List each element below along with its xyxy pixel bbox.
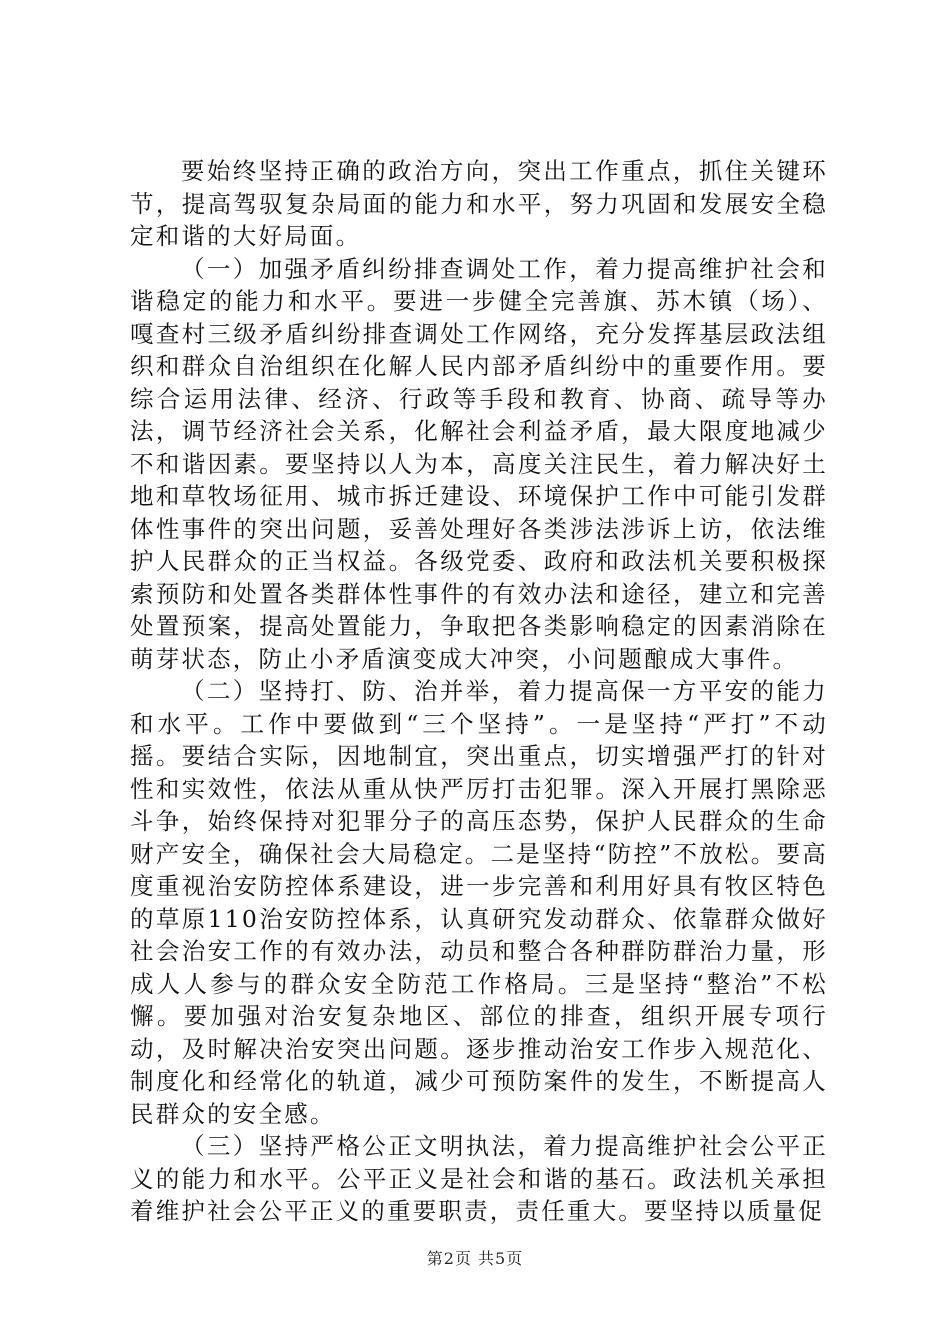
paragraph-section-three: （三）坚持严格公正文明执法，着力提高维护社会公平正义的能力和水平。公平正义是社会和谐的基石。政法机关承担着维护社会公平正义的重要职责，责任重大。要坚持以质量促 bbox=[130, 1132, 828, 1225]
paragraph-section-one: （一）加强矛盾纠纷排查调处工作，着力提高维护社会和谐稳定的能力和水平。要进一步健全完善旗、苏木镇（场）、嘎查村三级矛盾纠纷排查调处工作网络，充分发挥基层政法组织和群众自治组织在化解人民内部矛盾纠纷中的重要作用。要综合运用法律、经济、行政等手段和教育、协商、疏导等办法，调节经济社会关系，化解社会利益矛盾，最大限度地减少不和谐因素。要坚持以人为本，高度关注民生，着力解决好土地和草牧场征用、城市拆迁建设、环境保护工作中可能引发群体性事件的突出问题，妥善处理好各类涉法涉诉上访，依法维护人民群众的正当权益。各级党委、政府和政法机关要积极探索预防和处置各类群体性事件的有效办法和途径，建立和完善处置预案，提高处置能力，争取把各类影响稳定的因素消除在萌芽状态，防止小矛盾演变成大冲突，小问题酿成大事件。 bbox=[130, 254, 828, 673]
document-body bbox=[130, 155, 828, 1228]
paragraph-intro: 要始终坚持正确的政治方向，突出工作重点，抓住关键环节，提高驾驭复杂局面的能力和水平，努力巩固和发展安全稳定和谐的大好局面。 bbox=[130, 157, 828, 250]
paragraph-section-two: （二）坚持打、防、治并举，着力提高保一方平安的能力和水平。工作中要做到“三个坚持”。一是坚持“严打”不动摇。要结合实际，因地制宜，突出重点，切实增强严打的针对性和实效性，依法从重从快严厉打击犯罪。深入开展打黑除恶斗争，始终保持对犯罪分子的高压态势，保护人民群众的生命财产安全，确保社会大局稳定。二是坚持“防控”不放松。要高度重视治安防控体系建设，进一步完善和利用好具有牧区特色的草原110治安防控体系，认真研究发动群众、依靠群众做好社会治安工作的有效办法，动员和整合各种群防群治力量，形成人人参与的群众安全防范工作格局。三是坚持“整治”不松懈。要加强对治安复杂地区、部位的排查，组织开展专项行动，及时解决治安突出问题。逐步推动治安工作步入规范化、制度化和经常化的轨道，减少可预防案件的发生，不断提高人民群众的安全感。 bbox=[130, 677, 828, 1128]
page-number-footer: 第2页 共5页 bbox=[426, 1249, 524, 1268]
